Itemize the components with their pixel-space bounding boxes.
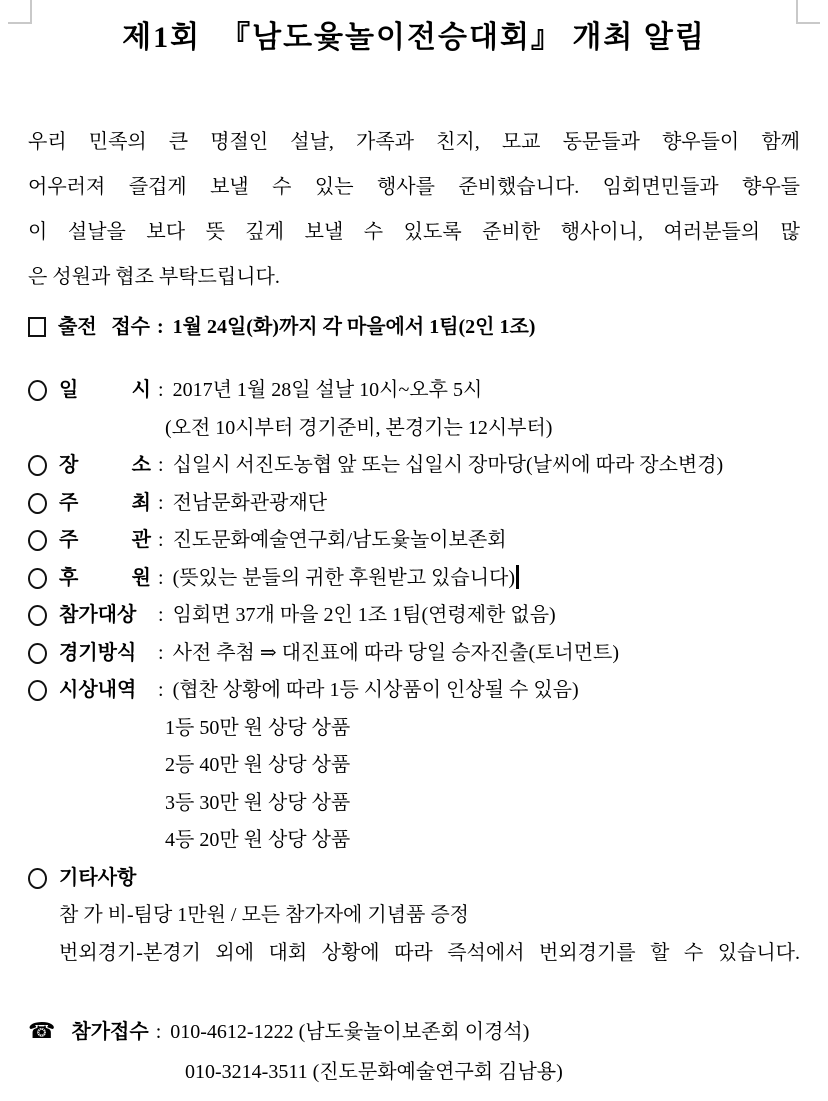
detail-label: 경기방식 xyxy=(59,641,137,664)
colon-separator: : xyxy=(158,454,164,476)
circle-bullet-icon xyxy=(28,605,47,626)
entry-notice-row xyxy=(28,308,800,346)
etc-line-extra-match: 번외경기-본경기 외에 대회 상황에 따라 즉석에서 번외경기를 할 수 있습니다. xyxy=(59,941,800,964)
detail-label: 시상내역 xyxy=(59,679,137,701)
circle-bullet-icon xyxy=(28,643,47,664)
contact-row-1 xyxy=(28,1012,800,1052)
contact-phone-2: 010-3214-3511 (진도문화예술연구회 김남용) xyxy=(185,1061,563,1083)
detail-value: 진도문화예술연구회/남도윷놀이보존회 xyxy=(172,529,507,551)
circle-bullet-icon xyxy=(28,380,47,401)
detail-value: 십일시 서진도농협 앞 또는 십일시 장마당(날씨에 따라 장소변경) xyxy=(172,454,724,476)
detail-label: 후 원 xyxy=(59,566,151,589)
colon-separator: : xyxy=(158,604,164,626)
page-corner-mark-top-left xyxy=(8,0,32,24)
intro-line: 은 성원과 협조 부탁드립니다. xyxy=(28,266,280,288)
detail-row-participants xyxy=(28,597,800,635)
intro-line: 우리 민족의 큰 명절인 설날, 가족과 친지, 모교 동문들과 향우들이 함께 xyxy=(28,131,800,153)
circle-bullet-icon xyxy=(28,868,47,889)
schedule-note: (오전 10시부터 경기준비, 본경기는 12시부터) xyxy=(165,416,553,439)
circle-bullet-icon xyxy=(28,455,47,476)
colon-separator: : xyxy=(158,566,164,589)
detail-row-datetime xyxy=(28,372,800,410)
prize-line: 3등 30만 원 상당 상품 xyxy=(165,791,351,814)
contact-label: 참가접수 xyxy=(71,1021,149,1043)
contact-row-2 xyxy=(185,1052,800,1092)
detail-value: (협찬 상황에 따라 1등 시상품이 인상될 수 있음) xyxy=(172,679,579,701)
colon-separator: : xyxy=(158,641,164,664)
page-corner-mark-top-right xyxy=(796,0,820,24)
detail-value xyxy=(173,560,800,598)
text-cursor xyxy=(516,565,519,589)
detail-row-awards xyxy=(28,672,800,710)
prize-line: 4등 20만 원 상당 상품 xyxy=(165,829,351,851)
square-bullet-icon xyxy=(28,317,46,337)
detail-value: 2017년 1월 28일 설날 10시~오후 5시 xyxy=(172,379,483,401)
detail-row-place xyxy=(28,447,800,485)
intro-paragraph xyxy=(28,120,800,300)
detail-label: 장 소 xyxy=(59,454,151,476)
detail-row-host xyxy=(28,485,800,523)
colon-separator: : xyxy=(158,679,164,701)
circle-bullet-icon xyxy=(28,493,47,514)
detail-row-organizer xyxy=(28,522,800,560)
circle-bullet-icon xyxy=(28,530,47,551)
intro-line: 이 설날을 보다 뜻 깊게 보낼 수 있도록 준비한 행사이니, 여러분들의 많 xyxy=(28,221,800,243)
detail-label: 참가대상 xyxy=(59,604,137,626)
colon-separator: : xyxy=(158,379,164,401)
detail-label: 일 시 xyxy=(59,379,151,401)
detail-value: 임회면 37개 마을 2인 1조 1팀(연령제한 없음) xyxy=(172,604,556,626)
contact-section xyxy=(28,1012,800,1092)
sponsor-value-text: (뜻있는 분들의 귀한 후원받고 있습니다) xyxy=(172,566,516,589)
colon-separator: : xyxy=(157,316,164,338)
contact-phone-1: 010-4612-1222 (남도윷놀이보존회 이경석) xyxy=(170,1021,530,1043)
prize-line: 1등 50만 원 상당 상품 xyxy=(165,716,351,739)
detail-row-etc xyxy=(28,860,800,898)
page-title: 제1회 『남도윷놀이전승대회』 개최 알림 xyxy=(122,21,706,54)
detail-value: 전남문화관광재단 xyxy=(172,491,328,514)
etc-label: 기타사항 xyxy=(59,866,137,889)
intro-line: 어우러져 즐겁게 보낼 수 있는 행사를 준비했습니다. 임회면민들과 향우들 xyxy=(28,176,800,198)
circle-bullet-icon xyxy=(28,680,47,701)
detail-value: 사전 추첨 ⇒ 대진표에 따라 당일 승자진출(토너먼트) xyxy=(172,641,620,664)
prize-line: 2등 40만 원 상당 상품 xyxy=(165,754,351,776)
detail-row-format xyxy=(28,635,800,673)
detail-list xyxy=(28,372,800,972)
entry-notice-value: 1월 24일(화)까지 각 마을에서 1팀(2인 1조) xyxy=(172,316,536,338)
telephone-icon: ☎ xyxy=(28,1019,56,1044)
detail-row-sponsor xyxy=(28,560,800,598)
colon-separator: : xyxy=(158,529,164,551)
colon-separator: : xyxy=(158,491,164,514)
detail-label: 주 관 xyxy=(59,529,151,551)
circle-bullet-icon xyxy=(28,568,47,589)
detail-label: 주 최 xyxy=(59,491,151,514)
colon-separator: : xyxy=(155,1021,162,1043)
etc-line-fee: 참 가 비-팀당 1만원 / 모든 참가자에 기념품 증정 xyxy=(59,904,469,926)
entry-notice-label: 출전 접수 xyxy=(58,316,150,338)
